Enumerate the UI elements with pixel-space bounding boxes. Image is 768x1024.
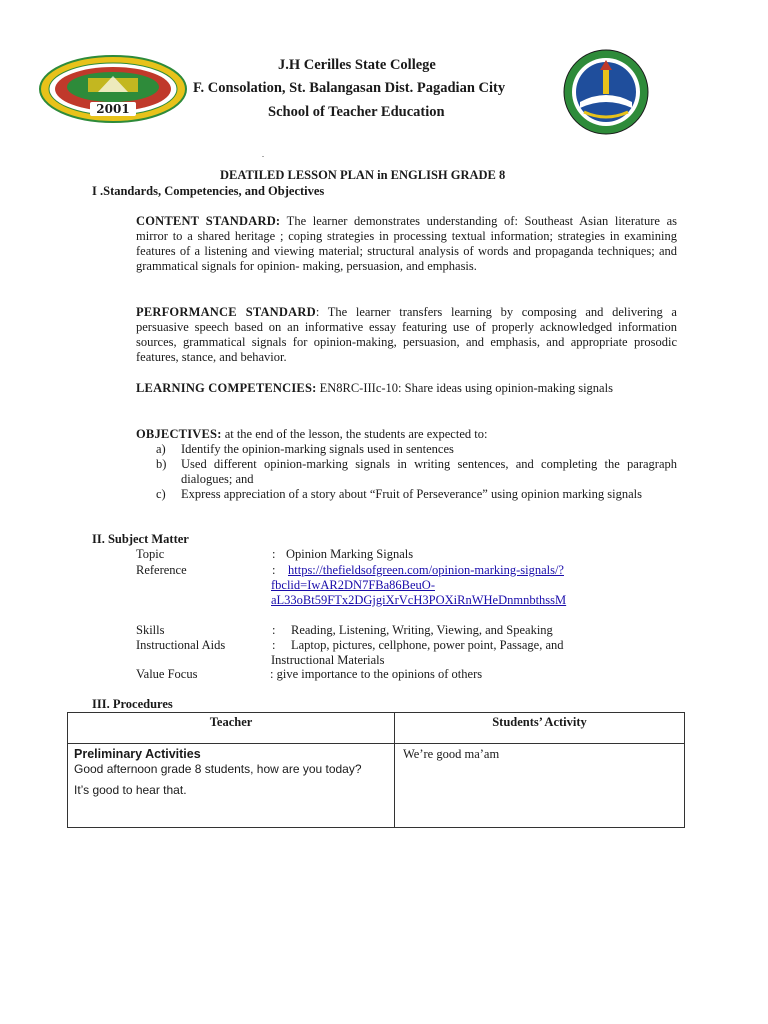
preliminary-activities-heading: Preliminary Activities bbox=[74, 747, 201, 761]
college-name: J.H Cerilles State College bbox=[278, 57, 436, 73]
learning-competencies-text: EN8RC-IIIc-10: Share ideas using opinion-making signals bbox=[316, 381, 613, 395]
content-standard-text: The learner demonstrates understanding of: Southeast Asian literature as mirror to a shared heritage ; coping strategies in processing textual information; strategies in examining features of a listening and viewing material; structural analysis of words and propaganda techniques; and grammatical signals for opinion- making, persuasion, and emphasis. bbox=[136, 214, 677, 273]
instructional-aids-colon: : bbox=[272, 638, 276, 652]
value-focus-value: : give importance to the opinions of others bbox=[270, 667, 483, 681]
section-heading-procedures: III. Procedures bbox=[92, 697, 173, 711]
school-of-teacher-education-seal-logo bbox=[562, 48, 650, 136]
content-standard-paragraph bbox=[136, 214, 677, 274]
objectives-intro bbox=[136, 427, 677, 442]
reference-link-line1[interactable]: https://thefieldsofgreen.com/opinion-marking-signals/? bbox=[288, 563, 564, 577]
section-heading-subject-matter: II. Subject Matter bbox=[92, 532, 189, 546]
procedures-table bbox=[67, 712, 685, 828]
learning-competencies-paragraph bbox=[136, 381, 677, 396]
list-item bbox=[156, 457, 677, 487]
teacher-cell bbox=[68, 744, 395, 828]
college-seal-logo bbox=[38, 54, 188, 124]
lesson-plan-title: DEATILED LESSON PLAN in ENGLISH GRADE 8 bbox=[220, 168, 506, 182]
reference-link-line3[interactable]: aL33oBt59FTx2DGjgiXrVcH3POXiRnWHeDnmnbthssM bbox=[271, 593, 567, 607]
teacher-response: It’s good to hear that. bbox=[74, 783, 187, 797]
instructional-aids-value: Laptop, pictures, cellphone, power point, Passage, and bbox=[291, 638, 564, 652]
school-name: School of Teacher Education bbox=[268, 104, 445, 120]
list-marker: c) bbox=[156, 487, 166, 501]
column-header-students-activity: Students’ Activity bbox=[395, 713, 685, 744]
topic-key: Topic bbox=[136, 547, 165, 561]
instructional-aids-value-cont: Instructional Materials bbox=[271, 653, 385, 667]
performance-standard-paragraph bbox=[136, 305, 677, 365]
list-marker: a) bbox=[156, 442, 166, 456]
stray-dot: . bbox=[262, 150, 264, 159]
skills-value: Reading, Listening, Writing, Viewing, and Speaking bbox=[291, 623, 553, 637]
objective-text: Express appreciation of a story about “Fruit of Perseverance” using opinion marking signals bbox=[181, 487, 642, 501]
svg-text:2001: 2001 bbox=[96, 102, 130, 116]
value-focus-key: Value Focus bbox=[136, 667, 198, 681]
college-address: F. Consolation, St. Balangasan Dist. Pagadian City bbox=[193, 80, 506, 96]
table-row bbox=[68, 744, 685, 828]
list-item bbox=[156, 487, 677, 502]
column-header-teacher: Teacher bbox=[68, 713, 395, 744]
reference-link-cont[interactable] bbox=[271, 578, 566, 608]
objectives-label: OBJECTIVES: bbox=[136, 427, 222, 441]
student-response: We’re good ma’am bbox=[403, 747, 500, 761]
performance-standard-label: PERFORMANCE STANDARD bbox=[136, 305, 316, 319]
objective-text: Used different opinion-marking signals in writing sentences, and completing the paragraph dialogues; and bbox=[181, 457, 677, 486]
instructional-aids-cont bbox=[271, 653, 385, 668]
content-standard-label: CONTENT STANDARD: bbox=[136, 214, 281, 228]
objectives-list bbox=[156, 442, 677, 502]
topic-colon: : bbox=[272, 547, 276, 561]
learning-competencies-label: LEARNING COMPETENCIES: bbox=[136, 381, 317, 395]
reference-key: Reference bbox=[136, 563, 187, 577]
objectives-text: at the end of the lesson, the students are expected to: bbox=[221, 427, 488, 441]
objective-text: Identify the opinion-marking signals used in sentences bbox=[181, 442, 454, 456]
reference-link-line2[interactable]: fbclid=IwAR2DN7FBa86BeuO- bbox=[271, 578, 435, 592]
student-cell bbox=[395, 744, 685, 828]
skills-colon: : bbox=[272, 623, 276, 637]
instructional-aids-key: Instructional Aids bbox=[136, 638, 226, 652]
teacher-greeting: Good afternoon grade 8 students, how are you today? bbox=[74, 762, 362, 776]
reference-link[interactable] bbox=[288, 563, 564, 578]
section-heading-standards: I .Standards, Competencies, and Objectives bbox=[92, 184, 325, 198]
table-header-row bbox=[68, 713, 685, 744]
letterhead bbox=[0, 48, 768, 138]
list-marker: b) bbox=[156, 457, 167, 471]
list-item bbox=[156, 442, 677, 457]
performance-standard-text: : The learner transfers learning by composing and delivering a persuasive speech based on an informative essay featuring use of properly acknowledged information sources, grammatical signals for opinion-making, persuasion, and emphasis, and appropriate prosodic features, stance, and behavior. bbox=[136, 305, 677, 364]
skills-key: Skills bbox=[136, 623, 165, 637]
topic-value: Opinion Marking Signals bbox=[286, 547, 414, 561]
reference-colon: : bbox=[272, 563, 276, 577]
